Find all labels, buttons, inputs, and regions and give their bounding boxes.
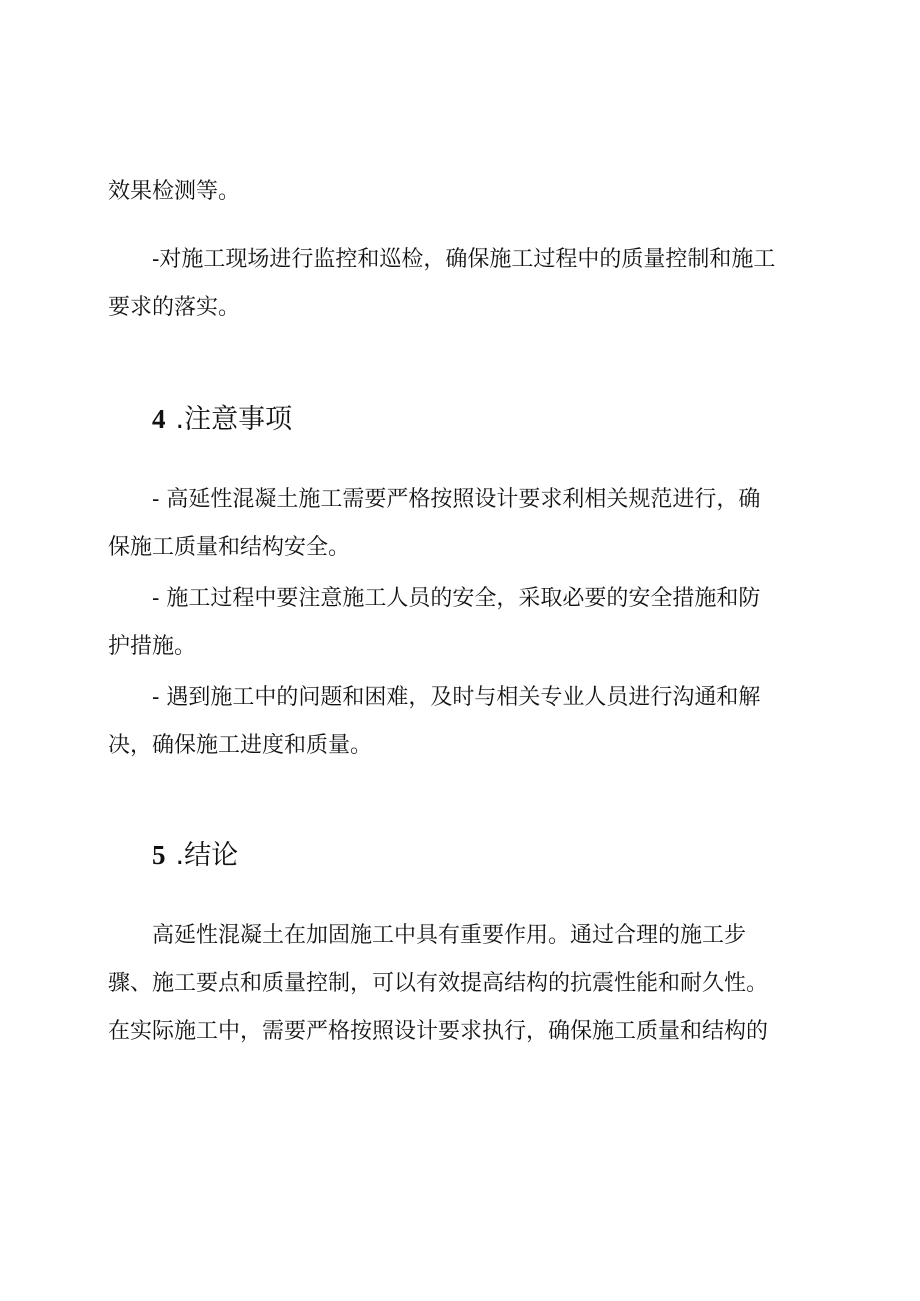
paragraph-line: 效果检测等。 [108,179,241,204]
paragraph-line: 在实际施工中，需要严格按照设计要求执行，确保施工质量和结构的 [108,1019,769,1044]
bullet-line-continuation: 保施工质量和结构安全。 [108,535,351,560]
section-number: 4 [152,404,166,434]
bullet-line-continuation: 要求的落实。 [108,295,241,320]
section-title: .注意事项 [175,404,293,435]
bullet-line: - 施工过程中要注意施工人员的安全，采取必要的安全措施和防 [152,586,761,611]
bullet-line-continuation: 护措施。 [108,634,197,659]
section-heading-4 [152,402,292,437]
paragraph-line: 骤、施工要点和质量控制，可以有效提高结构的抗震性能和耐久性。 [108,971,769,996]
section-number: 5 [152,840,166,870]
section-title: .结论 [175,840,239,871]
paragraph-line: 高延性混凝土在加固施工中具有重要作用。通过合理的施工步 [152,923,747,948]
bullet-line: - 高延性混凝土施工需要严格按照设计要求利相关规范进行，确 [152,487,761,512]
section-heading-5 [152,838,238,873]
bullet-line: -对施工现场进行监控和巡检，确保施工过程中的质量控制和施工 [152,247,776,272]
bullet-line-continuation: 决，确保施工进度和质量。 [108,733,373,758]
bullet-line: - 遇到施工中的问题和困难，及时与相关专业人员进行沟通和解 [152,685,761,710]
